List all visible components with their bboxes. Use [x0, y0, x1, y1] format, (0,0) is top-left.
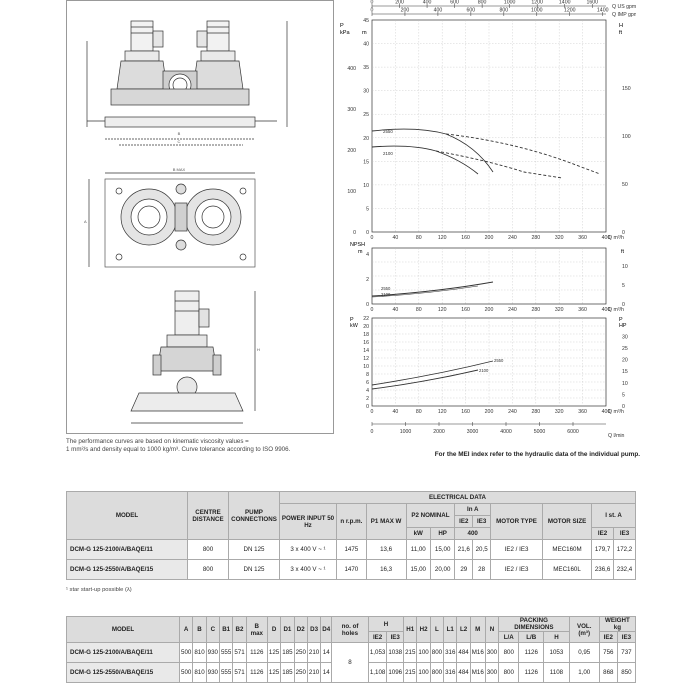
kw-tick: 10 [363, 364, 369, 370]
curve-label-2550: 2550 [383, 129, 393, 134]
head-kpa-unit: kPa [340, 30, 350, 36]
lmin-tick-label: 5000 [533, 429, 546, 435]
kw-tick: 16 [363, 340, 369, 346]
th2-l: L [430, 617, 443, 643]
cell: 1126 [246, 643, 267, 663]
hp-tick: 25 [622, 346, 628, 352]
q-tick: 400 [601, 409, 611, 415]
row1-model: DCM-G 125-2100/A/BAQE/11 [67, 643, 180, 663]
th2-lb: L/B [519, 632, 544, 643]
th2-n: N [485, 617, 498, 643]
cell: 1,053 [368, 643, 386, 663]
th2-d4: D4 [321, 617, 332, 643]
q-tick: 320 [554, 409, 564, 415]
q-tick: 200 [484, 307, 494, 313]
cell: 800 [430, 663, 443, 683]
cell: 756 [599, 643, 617, 663]
q-tick: 120 [437, 409, 447, 415]
th-pump: PUMP CONNECTIONS [229, 492, 280, 540]
q-tick: 200 [484, 235, 494, 241]
cell: DN 125 [229, 560, 280, 580]
q-tick: 360 [578, 235, 587, 241]
q-tick: 400 [601, 235, 611, 241]
cell: 15,00 [406, 560, 430, 580]
npsh-ft-tick: 10 [622, 264, 628, 270]
us-tick-label: 0 [370, 0, 374, 6]
m-tick: 40 [363, 41, 369, 48]
q-tick: 0 [370, 235, 374, 241]
th2-model: MODEL [67, 617, 180, 643]
imp-tick-label: 1000 [531, 7, 543, 14]
m-tick: 25 [363, 112, 369, 119]
lmin-tick-label: 3000 [466, 429, 479, 435]
q-tick: 240 [508, 409, 517, 415]
cell: 185 [281, 663, 294, 683]
th2-c: C [206, 617, 219, 643]
cell: 236,6 [592, 560, 614, 580]
cell: 316 [444, 643, 457, 663]
cell: 29 [455, 560, 473, 580]
lmin-tick-label: 6000 [567, 429, 579, 435]
head-ft-unit: ft [619, 30, 623, 36]
kw-tick: 12 [363, 356, 369, 362]
us-tick-label: 1000 [503, 0, 516, 6]
cell: 1108 [544, 663, 570, 683]
power-p-label: P [350, 317, 354, 323]
q-tick: 360 [578, 307, 587, 313]
hp-tick: 30 [622, 334, 628, 341]
kw-tick: 0 [366, 404, 369, 410]
row1-model: DCM-G 125-2100/A/BAQE/11 [67, 540, 188, 560]
cell: 800 [188, 560, 229, 580]
cell: 250 [294, 643, 307, 663]
svg-text:H: H [257, 347, 260, 352]
th2-m: M [470, 617, 485, 643]
cell: 500 [180, 643, 193, 663]
hp-tick: 10 [622, 380, 628, 387]
cell: 232,4 [614, 560, 636, 580]
th2-weight: WEIGHT kg [599, 617, 635, 632]
cell: 210 [307, 643, 320, 663]
cell: 11,00 [406, 540, 430, 560]
mei-note: For the MEI index refer to the hydraulic data of the individual pump. [434, 451, 640, 458]
cell: 800 [188, 540, 229, 560]
cell: 13,6 [366, 540, 406, 560]
us-tick-label: 800 [477, 0, 487, 6]
th2-b: B [193, 617, 206, 643]
th-in-ie3: IE3 [473, 516, 491, 528]
th-kw: kW [406, 528, 430, 540]
us-tick-label: 1200 [531, 0, 543, 6]
lmin-tick-label: 2000 [433, 429, 445, 435]
th-hp: HP [430, 528, 454, 540]
lmin-unit: Q l/min [608, 433, 625, 439]
cell: 172,2 [614, 540, 636, 560]
npsh-ft-tick: 5 [622, 283, 625, 289]
power-p-right: P [619, 317, 623, 323]
bottom-flow-axis [371, 422, 625, 439]
lmin-tick-label: 1000 [399, 429, 412, 435]
m-tick: 35 [363, 65, 369, 72]
cell: 0,95 [569, 643, 599, 663]
cell: M16 [470, 643, 485, 663]
q-tick: 280 [531, 409, 541, 415]
npsh-m-tick: 0 [366, 302, 369, 308]
q-tick: 160 [461, 409, 470, 415]
th2-vol: VOL. (m³) [569, 617, 599, 643]
kpa-tick: 0 [353, 230, 356, 236]
ft-tick: 150 [622, 86, 631, 92]
npsh-ft-tick: 0 [622, 302, 625, 308]
cell: 125 [267, 663, 280, 683]
cell: 300 [485, 643, 498, 663]
cell: 850 [617, 663, 635, 683]
th-power-input: POWER INPUT 50 Hz [280, 504, 337, 540]
q-tick: 160 [461, 235, 470, 241]
q-unit: Q m³/h [608, 409, 624, 415]
row2-model: DCM-G 125-2550/A/BAQE/15 [67, 663, 180, 683]
us-tick-label: 1600 [586, 0, 599, 6]
cell-holes: 8 [332, 643, 369, 683]
cell: 737 [617, 643, 635, 663]
m-tick: 20 [363, 135, 369, 142]
table-row [67, 560, 636, 580]
cell: 1126 [519, 663, 544, 683]
cell: 555 [219, 663, 232, 683]
cell: 316 [444, 663, 457, 683]
cell: 14 [321, 643, 332, 663]
cell: 15,00 [430, 540, 454, 560]
th-model: MODEL [67, 492, 188, 540]
th2-b1: B1 [219, 617, 232, 643]
q-tick: 320 [554, 307, 564, 313]
th-p2: P2 NOMINAL [406, 504, 455, 528]
cell: MEC160L [543, 560, 592, 580]
cell: 16,3 [366, 560, 406, 580]
head-ft-top: H [619, 23, 624, 29]
cell: 555 [219, 643, 232, 663]
th2-h: H [368, 617, 403, 632]
th2-d: D [267, 617, 280, 643]
q-unit: Q m³/h [608, 235, 624, 241]
th-centre: CENTRE DISTANCE [188, 492, 229, 540]
power-label-2550: 2550 [494, 358, 504, 363]
q-tick: 120 [437, 307, 447, 313]
kpa-tick: 200 [347, 148, 356, 154]
top-flow-axes [371, 0, 636, 18]
power-kw-unit: kW [350, 323, 358, 329]
m-tick: 10 [363, 182, 369, 189]
cell: 125 [267, 643, 280, 663]
svg-text:B MAX: B MAX [172, 167, 186, 172]
q-tick: 200 [484, 409, 494, 415]
lmin-tick-label: 0 [370, 429, 374, 435]
m-tick: 15 [363, 159, 369, 166]
us-gpm-label: Q US gpm [612, 4, 636, 10]
q-tick: 40 [392, 307, 399, 313]
kpa-tick: 300 [347, 107, 356, 113]
q-tick: 320 [554, 235, 564, 241]
dimension-drawing [66, 0, 334, 434]
cell: 571 [233, 643, 246, 663]
th-ist-ie3: IE3 [614, 528, 636, 540]
th-in-a: In A [455, 504, 491, 516]
hp-tick: 0 [622, 404, 625, 410]
pump-technical-drawing [67, 1, 333, 433]
kw-tick: 22 [363, 316, 369, 322]
th-motor-type: MOTOR TYPE [491, 504, 543, 540]
cell: 20,00 [430, 560, 454, 580]
th-in-ie2: IE2 [455, 516, 473, 528]
kw-tick: 8 [366, 372, 369, 378]
cell: DN 125 [229, 540, 280, 560]
npsh-ft-unit: ft [621, 249, 624, 255]
m-tick: 30 [363, 88, 369, 95]
th2-l1: L1 [444, 617, 457, 643]
q-tick: 280 [531, 307, 541, 313]
cell: 3 x 400 V ~ ¹ [280, 560, 337, 580]
kw-tick: 18 [363, 332, 369, 338]
cell: 14 [321, 663, 332, 683]
cell: 100 [417, 663, 430, 683]
svg-text:B: B [177, 131, 181, 136]
th-electrical: ELECTRICAL DATA [280, 492, 636, 504]
ft-tick: 100 [622, 134, 631, 140]
th2-h2: H2 [417, 617, 430, 643]
th-rpm: n r.p.m. [337, 504, 367, 540]
cell: 571 [233, 663, 246, 683]
note-line-1: The performance curves are based on kinematic viscosity values = [66, 438, 249, 445]
front-view [87, 21, 287, 145]
head-chart [340, 18, 631, 241]
q-tick: 80 [415, 307, 422, 313]
q-tick: 120 [437, 235, 447, 241]
note-line-2: 1 mm²/s and density equal to 1000 kg/m³. Curve tolerance according to ISO 9906. [66, 446, 291, 453]
th2-a: A [180, 617, 193, 643]
cell: 1,00 [569, 663, 599, 683]
table-row [67, 643, 636, 663]
th-ist-ie2: IE2 [592, 528, 614, 540]
imp-gpm-label: Q IMP gpm [612, 12, 636, 18]
cell: 300 [485, 663, 498, 683]
kw-tick: 6 [366, 380, 369, 386]
cell: 100 [417, 643, 430, 663]
kw-tick: 2 [366, 396, 369, 402]
npsh-chart [350, 242, 628, 313]
imp-tick-label: 1400 [596, 7, 609, 14]
th2-w-ie3: IE3 [617, 632, 635, 643]
cell: 484 [457, 663, 470, 683]
kw-tick: 20 [363, 324, 369, 330]
th2-b2: B2 [233, 617, 246, 643]
kw-tick: 4 [366, 388, 369, 394]
th2-packing: PACKING DIMENSIONS [499, 617, 570, 632]
us-tick-label: 600 [450, 0, 459, 6]
hp-tick: 5 [622, 392, 625, 399]
svg-text:A: A [84, 219, 87, 224]
imp-tick-label: 1200 [563, 7, 576, 14]
cell: 930 [206, 643, 219, 663]
cell: 21,6 [455, 540, 473, 560]
table-row [67, 540, 636, 560]
us-tick-label: 200 [395, 0, 404, 6]
npsh-label-2550: 2550 [381, 286, 391, 291]
cell: 1038 [387, 643, 404, 663]
cell: 1053 [544, 643, 570, 663]
curve-label-2100: 2100 [383, 151, 393, 156]
q-unit: Q m³/h [608, 307, 624, 313]
th-ist: I st. A [592, 504, 636, 528]
th2-w-ie2: IE2 [599, 632, 617, 643]
imp-tick-label: 200 [400, 7, 410, 14]
cell: IE2 / IE3 [491, 560, 543, 580]
svg-text:C: C [177, 139, 181, 144]
th2-d1: D1 [281, 617, 294, 643]
q-tick: 240 [508, 235, 517, 241]
cell: 215 [404, 663, 417, 683]
q-tick: 240 [508, 307, 517, 313]
us-tick-label: 1400 [558, 0, 571, 6]
q-tick: 40 [392, 409, 399, 415]
th2-h-ie3: IE3 [387, 632, 404, 643]
q-tick: 160 [461, 307, 470, 313]
npsh-label-2100: 2100 [381, 292, 391, 297]
q-tick: 80 [415, 235, 422, 241]
ft-tick: 50 [622, 182, 628, 188]
cell: 1126 [519, 643, 544, 663]
npsh-m-tick: 4 [366, 252, 369, 258]
q-tick: 0 [370, 307, 374, 313]
cell: 1475 [337, 540, 367, 560]
th-motor-size: MOTOR SIZE [543, 504, 592, 540]
th2-bmax: B max [246, 617, 267, 643]
hp-tick: 15 [622, 369, 628, 376]
m-tick: 5 [366, 206, 369, 213]
us-tick-label: 400 [422, 0, 432, 6]
cell: IE2 / IE3 [491, 540, 543, 560]
performance-curves-svg [336, 0, 636, 440]
q-tick: 400 [601, 307, 611, 313]
th2-la: L/A [499, 632, 519, 643]
power-hp-unit: HP [619, 323, 627, 329]
lmin-tick-label: 4000 [500, 429, 512, 435]
m-tick: 0 [366, 230, 369, 236]
row2-model: DCM-G 125-2550/A/BAQE/15 [67, 560, 188, 580]
th2-h-ie2: IE2 [368, 632, 386, 643]
q-tick: 80 [415, 409, 422, 415]
th2-ph: H [544, 632, 570, 643]
imp-tick-label: 800 [499, 7, 509, 14]
head-m-unit: m [362, 30, 367, 36]
cell: MEC160M [543, 540, 592, 560]
cell: 484 [457, 643, 470, 663]
cell: 210 [307, 663, 320, 683]
cell: 28 [473, 560, 491, 580]
imp-tick-label: 600 [466, 7, 476, 14]
dimensions-table [66, 616, 636, 683]
npsh-m-tick: 2 [366, 277, 369, 283]
cell: 1,108 [368, 663, 386, 683]
th2-l2: L2 [457, 617, 470, 643]
ft-tick: 0 [622, 230, 625, 236]
cell: 3 x 400 V ~ ¹ [280, 540, 337, 560]
plan-view [89, 173, 255, 267]
electrical-data-table [66, 491, 636, 580]
imp-tick-label: 0 [370, 7, 374, 14]
cell: 868 [599, 663, 617, 683]
th2-h1: H1 [404, 617, 417, 643]
cell: 1126 [246, 663, 267, 683]
m-tick: 45 [363, 18, 369, 24]
cell: 930 [206, 663, 219, 683]
q-tick: 280 [531, 235, 541, 241]
npsh-m-unit: m [358, 249, 363, 255]
cell: 810 [193, 643, 206, 663]
side-view [131, 291, 255, 423]
th2-d3: D3 [307, 617, 320, 643]
q-tick: 40 [392, 235, 399, 241]
power-label-2100: 2100 [479, 368, 489, 373]
cell: 500 [180, 663, 193, 683]
cell: 1470 [337, 560, 367, 580]
th2-holes: no. of holes [332, 617, 369, 643]
cell: 179,7 [592, 540, 614, 560]
th2-d2: D2 [294, 617, 307, 643]
npsh-label: NPSH [350, 242, 365, 248]
th-p1: P1 MAX W [366, 504, 406, 540]
cell: M16 [470, 663, 485, 683]
hp-tick: 20 [622, 357, 628, 364]
cell: 1096 [387, 663, 404, 683]
q-tick: 0 [370, 409, 374, 415]
kpa-tick: 400 [347, 66, 356, 72]
cell: 800 [499, 663, 519, 683]
table1-footnote: ¹ star start-up possible (λ) [66, 587, 132, 593]
performance-charts [336, 0, 636, 440]
q-tick: 360 [578, 409, 587, 415]
power-chart [350, 316, 628, 415]
kw-tick: 14 [363, 348, 369, 354]
cell: 250 [294, 663, 307, 683]
performance-note [66, 438, 346, 454]
th-400v: 400 [455, 528, 491, 540]
cell: 810 [193, 663, 206, 683]
head-kpa-top: P [340, 23, 344, 29]
cell: 800 [430, 643, 443, 663]
imp-tick-label: 400 [433, 7, 443, 14]
cell: 215 [404, 643, 417, 663]
cell: 800 [499, 643, 519, 663]
cell: 185 [281, 643, 294, 663]
cell: 20,5 [473, 540, 491, 560]
kpa-tick: 100 [347, 189, 356, 195]
